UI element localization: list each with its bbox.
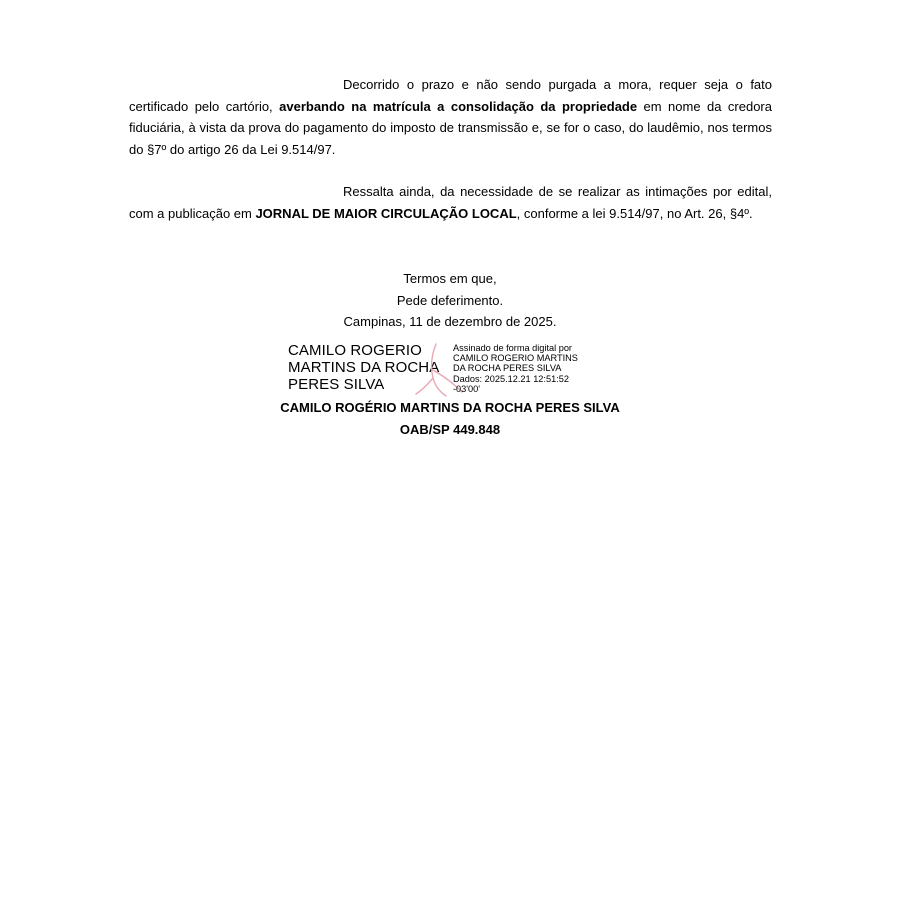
signature-name-line: CAMILO ROGERIO — [288, 342, 422, 359]
closing-block — [0, 268, 900, 333]
signature-detail-line: DA ROCHA PERES SILVA — [453, 363, 562, 374]
oab-registration: OAB/SP 449.848 — [399, 422, 501, 437]
closing-line: Termos em que, — [403, 271, 497, 286]
signature-name-line: PERES SILVA — [288, 376, 385, 393]
paragraph-bold-text: averbando na matrícula a consolidação da propriedade — [279, 98, 638, 114]
place-date: Campinas, 11 de dezembro de 2025. — [343, 314, 557, 329]
paragraph-text: Decorrido o prazo e não sendo purgada a mora, requer seja o fato certificado pelo cartório, — [129, 77, 772, 114]
signature-detail-line: CAMILO ROGERIO MARTINS — [453, 353, 578, 364]
closing-line: Pede deferimento. — [396, 292, 504, 308]
signature-detail-line: Dados: 2025.12.21 12:51:52 — [453, 373, 569, 384]
signature-detail-line: Assinado de forma digital por — [453, 343, 572, 353]
signature-name-line: MARTINS DA ROCHA — [288, 359, 440, 376]
signer-name: CAMILO ROGÉRIO MARTINS DA ROCHA PERES SILVA — [280, 400, 620, 415]
paragraph-bold-text: JORNAL DE MAIOR CIRCULAÇÃO LOCAL — [255, 205, 517, 221]
signature-details — [453, 343, 578, 394]
digital-signature-stamp — [288, 342, 628, 398]
signature-detail-line: -03'00' — [453, 383, 481, 394]
paragraph-consolidation-request — [129, 74, 772, 160]
paragraph-edital-notice — [129, 181, 772, 224]
paragraph-text: Ressalta ainda, da necessidade de se realizar as intimações por edital, com a publicação em — [129, 184, 772, 221]
paragraph-text: em nome da credora fiduciária, à vista da prova do pagamento do imposto de transmissão e, se for o caso, do laudêmio, nos termos do §7º do artigo 26 da Lei 9.514/97. — [129, 98, 772, 157]
paragraph-text: , conforme a lei 9.514/97, no Art. 26, §4º. — [516, 205, 753, 221]
